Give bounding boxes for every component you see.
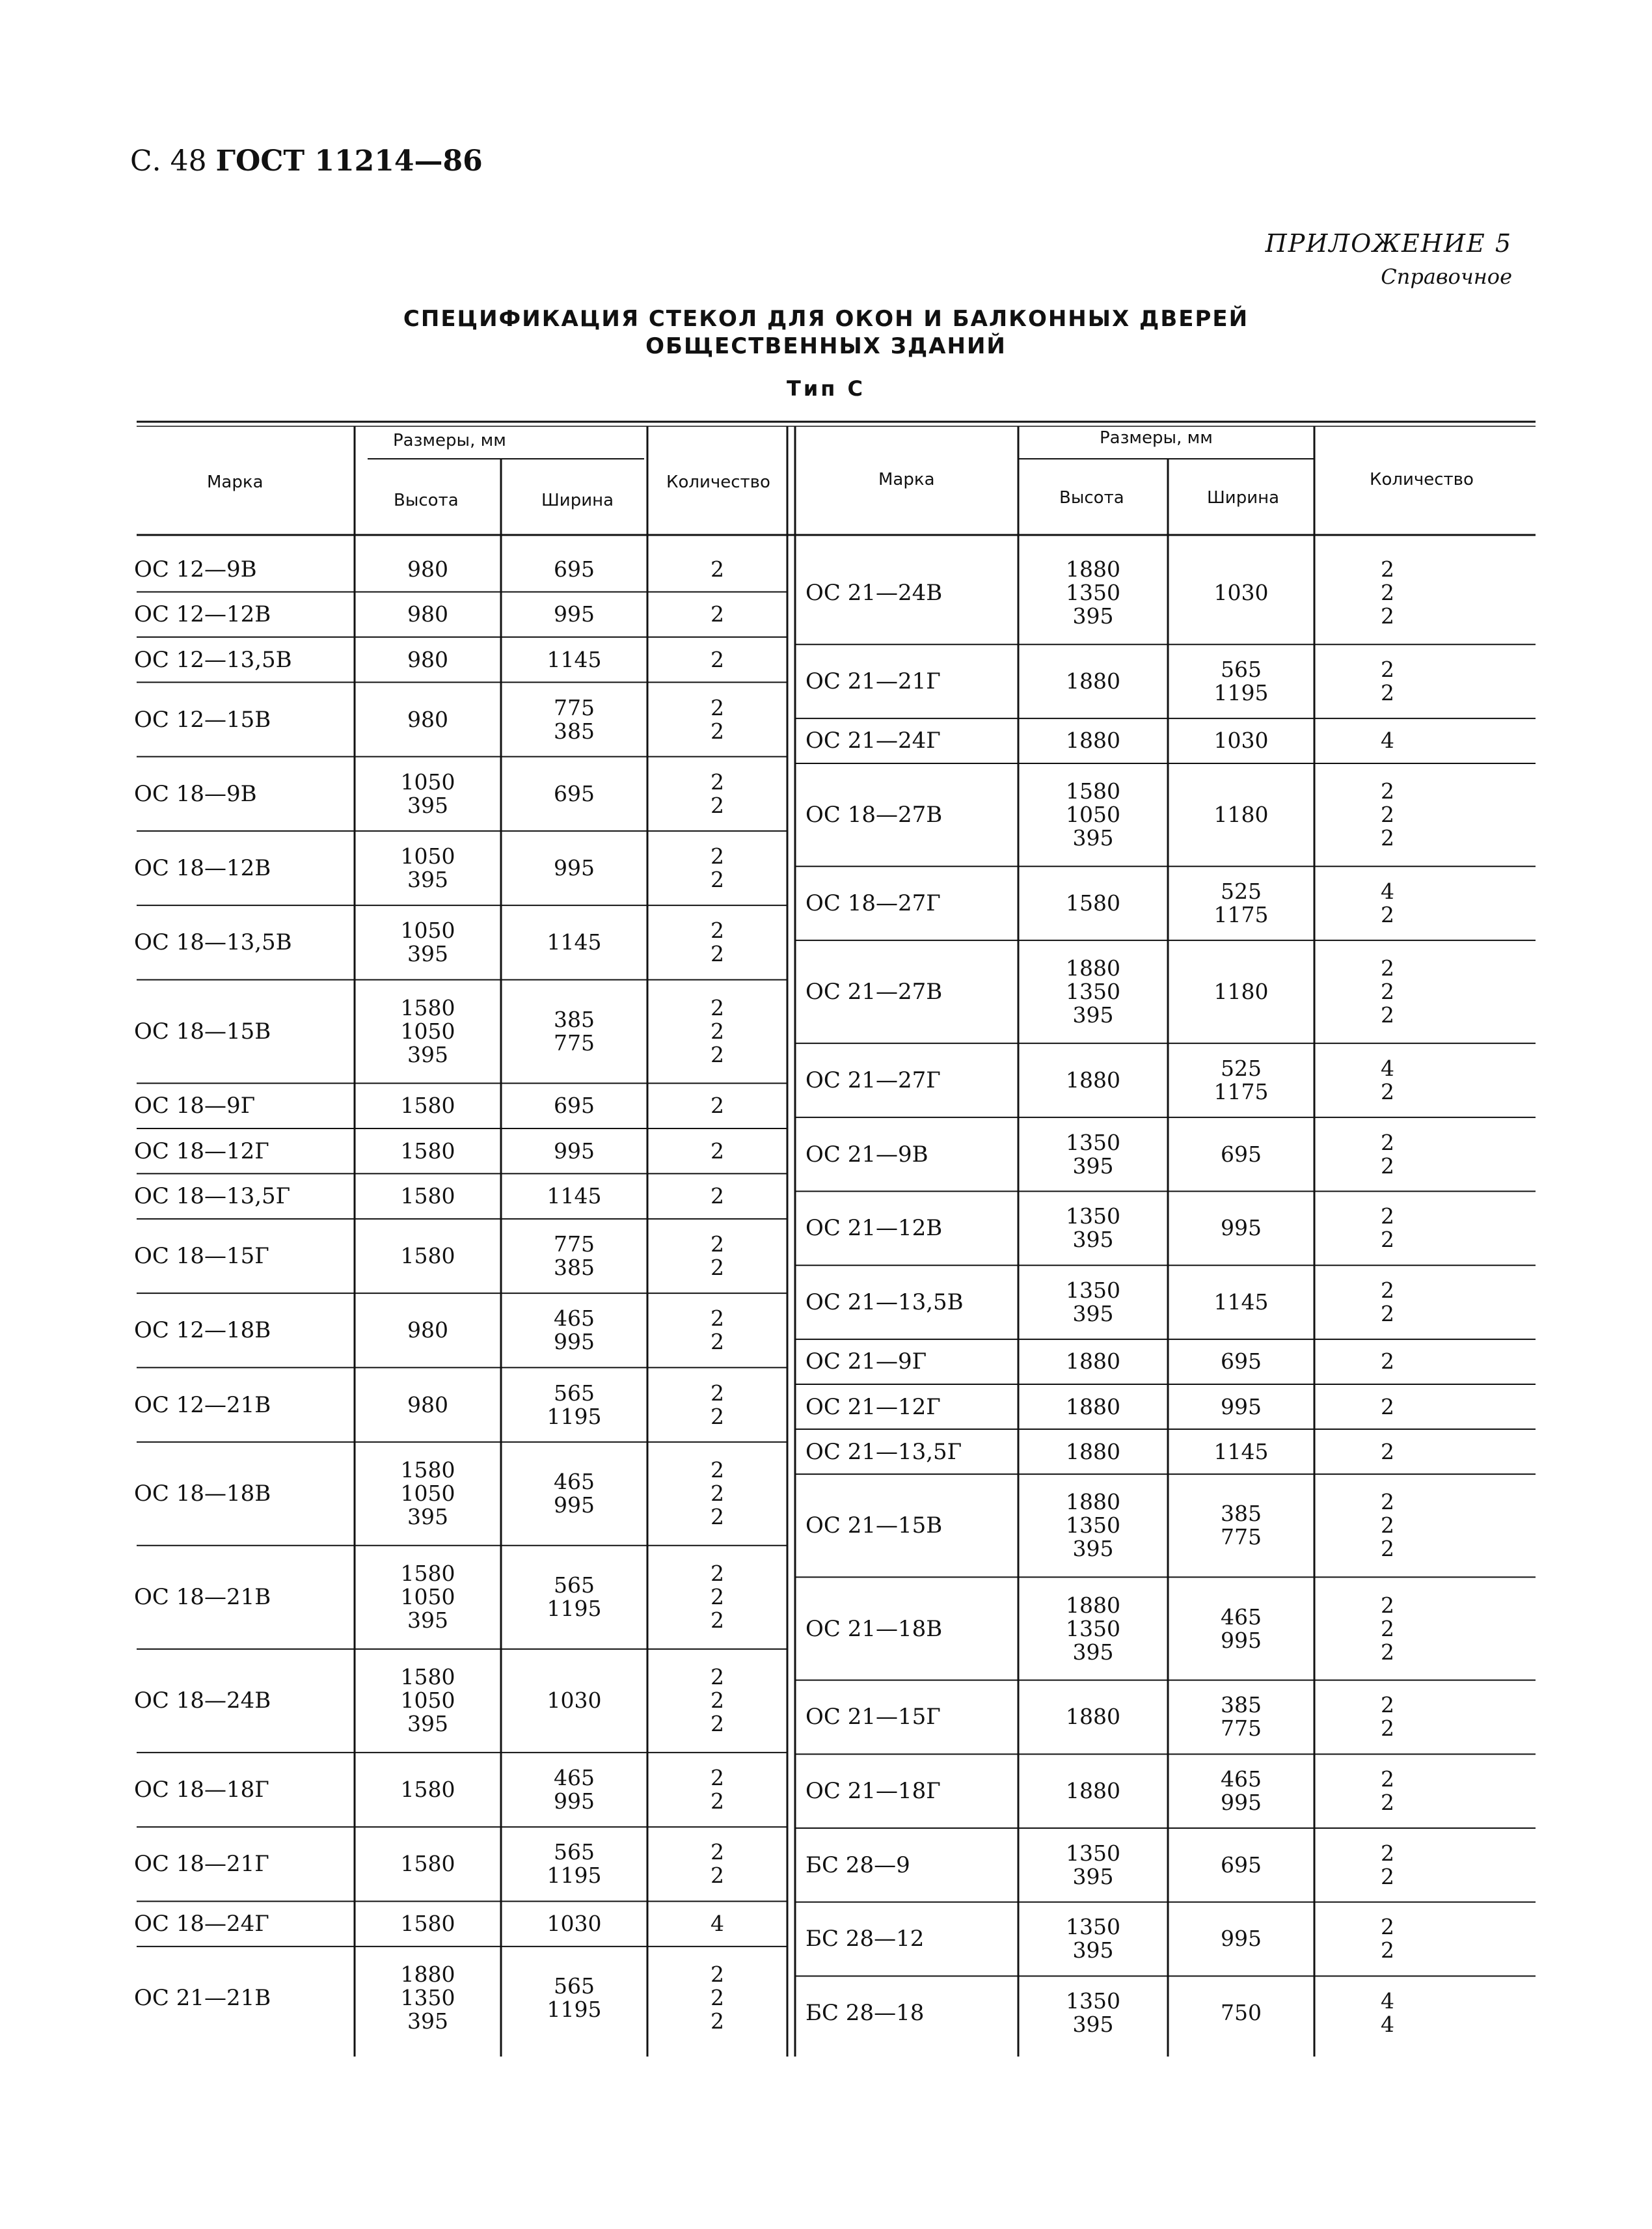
left-width-header: Ширина — [541, 491, 614, 510]
cell-width: 695 — [1221, 1852, 1262, 1878]
cell-qty: 2 2 2 — [1381, 778, 1394, 851]
cell-height: 1350 395 — [1066, 1914, 1120, 1963]
cell-width: 1145 — [1213, 1289, 1269, 1315]
cell-qty: 4 — [711, 1911, 724, 1937]
cell-width: 750 — [1221, 2000, 1262, 2026]
cell-width: 385 775 — [554, 1006, 595, 1056]
cell-mark: ОС 18—27В — [806, 802, 943, 828]
cell-qty: 2 2 2 — [711, 1962, 724, 2034]
left-qty-header: Количество — [666, 472, 770, 492]
right-dims-header: Размеры, мм — [1100, 428, 1213, 448]
cell-mark: ОС 21—15В — [806, 1512, 943, 1539]
cell-width: 465 995 — [1221, 1766, 1262, 1816]
standard-number: ГОСТ 11214—86 — [215, 144, 483, 178]
cell-width: 1180 — [1213, 802, 1269, 828]
title-line-2: ОБЩЕСТВЕННЫХ ЗДАНИЙ — [645, 333, 1007, 359]
cell-mark: ОС 18—18Г — [134, 1777, 269, 1803]
cell-width: 1145 — [547, 929, 602, 955]
cell-height: 1880 — [1066, 1393, 1120, 1419]
cell-width: 995 — [1221, 1926, 1262, 1952]
cell-width: 565 1195 — [547, 1973, 602, 2023]
cell-qty: 2 2 — [1381, 1914, 1394, 1963]
appendix-number: ПРИЛОЖЕНИЕ 5 — [1265, 229, 1512, 258]
cell-mark: ОС 18—21В — [134, 1584, 271, 1611]
cell-height: 1050 395 — [400, 918, 455, 967]
right-mark-header: Марка — [878, 470, 935, 489]
cell-height: 1880 — [1066, 728, 1120, 754]
cell-width: 1145 — [547, 646, 602, 672]
cell-height: 1880 — [1066, 1778, 1120, 1804]
cell-height: 1350 395 — [1066, 1988, 1120, 2038]
cell-height: 1050 395 — [400, 769, 455, 818]
cell-width: 1030 — [547, 1911, 602, 1937]
cell-qty: 2 2 — [1381, 1840, 1394, 1889]
cell-qty: 2 2 2 — [711, 994, 724, 1067]
cell-mark: ОС 18—13,5В — [134, 929, 292, 956]
cell-height: 1880 1350 395 — [1066, 955, 1120, 1028]
cell-mark: ОС 18—9Г — [134, 1093, 256, 1119]
cell-mark: ОС 18—24В — [134, 1688, 271, 1714]
cell-width: 465 995 — [1221, 1604, 1262, 1653]
cell-mark: ОС 21—27Г — [806, 1067, 941, 1094]
cell-width: 525 1175 — [1213, 879, 1269, 928]
cell-mark: БС 28—9 — [806, 1852, 910, 1878]
cell-qty: 2 2 2 — [1381, 1592, 1394, 1665]
cell-mark: ОС 21—13,5В — [806, 1289, 964, 1316]
cell-height: 1050 395 — [400, 843, 455, 893]
cell-mark: ОС 21—13,5Г — [806, 1438, 962, 1465]
cell-width: 465 995 — [554, 1765, 595, 1814]
cell-qty: 2 2 — [1381, 1203, 1394, 1253]
cell-width: 1030 — [1213, 728, 1269, 754]
cell-qty: 4 2 — [1381, 879, 1394, 928]
cell-width: 465 995 — [554, 1306, 595, 1355]
cell-width: 695 — [554, 780, 595, 806]
cell-height: 1880 — [1066, 1438, 1120, 1464]
cell-height: 1880 — [1066, 1348, 1120, 1374]
cell-height: 1880 — [1066, 1704, 1120, 1730]
cell-mark: ОС 21—9В — [806, 1141, 928, 1168]
cell-width: 695 — [1221, 1348, 1262, 1374]
cell-mark: ОС 18—18В — [134, 1481, 271, 1507]
cell-height: 1580 1050 395 — [400, 1561, 455, 1634]
cell-height: 980 — [407, 1391, 448, 1417]
cell-mark: ОС 21—21В — [134, 1985, 271, 2012]
cell-qty: 2 2 2 — [1381, 1489, 1394, 1562]
cell-mark: ОС 12—15В — [134, 706, 271, 733]
cell-width: 695 — [554, 1093, 595, 1119]
cell-qty: 2 — [711, 601, 724, 627]
cell-width: 775 385 — [554, 1231, 595, 1281]
cell-width: 995 — [554, 1138, 595, 1164]
cell-height: 1580 — [400, 1243, 455, 1269]
cell-width: 695 — [554, 556, 595, 582]
table-type: Тип С — [787, 376, 865, 401]
left-dims-header: Размеры, мм — [393, 431, 506, 450]
cell-qty: 2 2 — [711, 769, 724, 818]
cell-width: 695 — [1221, 1141, 1262, 1167]
cell-width: 995 — [554, 601, 595, 627]
cell-mark: БС 28—12 — [806, 1926, 925, 1952]
cell-qty: 2 2 — [711, 1765, 724, 1814]
cell-qty: 2 2 — [1381, 1129, 1394, 1179]
cell-qty: 4 4 — [1381, 1988, 1394, 2038]
cell-mark: ОС 21—24Г — [806, 728, 941, 754]
cell-qty: 2 — [1381, 1393, 1394, 1419]
cell-mark: ОС 21—9Г — [806, 1348, 927, 1375]
cell-height: 1350 395 — [1066, 1840, 1120, 1889]
cell-qty: 2 — [1381, 1348, 1394, 1374]
cell-width: 995 — [1221, 1215, 1262, 1241]
cell-height: 1880 — [1066, 668, 1120, 694]
cell-height: 1880 1350 395 — [1066, 1592, 1120, 1665]
cell-height: 1580 — [400, 1138, 455, 1164]
cell-width: 465 995 — [554, 1469, 595, 1518]
cell-height: 980 — [407, 706, 448, 732]
cell-width: 565 1195 — [547, 1380, 602, 1429]
cell-qty: 2 2 — [711, 1231, 724, 1281]
cell-height: 1580 1050 395 — [400, 1664, 455, 1737]
cell-height: 1880 — [1066, 1067, 1120, 1093]
right-height-header: Высота — [1059, 488, 1124, 508]
cell-mark: ОС 12—13,5В — [134, 646, 292, 673]
cell-width: 995 — [1221, 1393, 1262, 1419]
cell-width: 995 — [554, 855, 595, 881]
cell-width: 1180 — [1213, 979, 1269, 1005]
cell-qty: 2 — [711, 646, 724, 672]
cell-width: 565 1195 — [1213, 657, 1269, 706]
cell-height: 1350 395 — [1066, 1203, 1120, 1253]
cell-qty: 2 2 — [711, 918, 724, 967]
cell-qty: 2 2 — [1381, 1766, 1394, 1816]
cell-height: 980 — [407, 556, 448, 582]
right-qty-header: Количество — [1370, 470, 1474, 489]
cell-height: 1580 1050 395 — [400, 1457, 455, 1530]
cell-width: 1030 — [1213, 580, 1269, 606]
cell-mark: ОС 18—15Г — [134, 1243, 269, 1270]
cell-mark: ОС 18—21Г — [134, 1851, 269, 1878]
cell-height: 1580 — [400, 1183, 455, 1209]
right-width-header: Ширина — [1207, 488, 1280, 508]
cell-mark: ОС 21—27В — [806, 979, 943, 1005]
cell-width: 565 1195 — [547, 1572, 602, 1622]
cell-qty: 2 2 — [711, 1839, 724, 1889]
left-mark-header: Марка — [207, 472, 264, 492]
cell-height: 1880 1350 395 — [1066, 1489, 1120, 1562]
cell-width: 775 385 — [554, 694, 595, 744]
cell-qty: 2 2 — [711, 1306, 724, 1355]
cell-mark: ОС 12—9В — [134, 556, 257, 582]
cell-width: 385 775 — [1221, 1692, 1262, 1742]
cell-mark: ОС 21—18Г — [806, 1778, 941, 1805]
cell-qty: 2 2 — [711, 843, 724, 893]
cell-height: 1880 1350 395 — [400, 1962, 455, 2034]
cell-qty: 4 — [1381, 728, 1394, 754]
cell-qty: 2 2 — [1381, 657, 1394, 706]
cell-height: 980 — [407, 601, 448, 627]
cell-qty: 2 — [1381, 1438, 1394, 1464]
cell-mark: ОС 12—21В — [134, 1391, 271, 1418]
cell-height: 1350 395 — [1066, 1129, 1120, 1179]
cell-mark: ОС 21—15Г — [806, 1704, 941, 1730]
cell-mark: БС 28—18 — [806, 2000, 925, 2027]
cell-height: 1580 — [400, 1851, 455, 1877]
cell-qty: 2 — [711, 1093, 724, 1119]
title-line-1: СПЕЦИФИКАЦИЯ СТЕКОЛ ДЛЯ ОКОН И БАЛКОННЫХ ДВЕРЕЙ — [403, 306, 1249, 332]
cell-width: 525 1175 — [1213, 1056, 1269, 1105]
cell-mark: ОС 18—15В — [134, 1018, 271, 1045]
appendix-note: Справочное — [1381, 264, 1512, 289]
cell-qty: 2 2 2 — [711, 1561, 724, 1634]
cell-height: 1580 — [400, 1777, 455, 1803]
cell-qty: 4 2 — [1381, 1056, 1394, 1105]
cell-width: 1145 — [1213, 1438, 1269, 1464]
cell-height: 1580 — [400, 1093, 455, 1119]
cell-qty: 2 2 2 — [711, 1664, 724, 1737]
cell-height: 980 — [407, 646, 448, 672]
cell-mark: ОС 18—12Г — [134, 1138, 269, 1164]
cell-height: 980 — [407, 1317, 448, 1343]
cell-qty: 2 2 — [711, 1380, 724, 1429]
cell-qty: 2 2 2 — [711, 1457, 724, 1530]
page-number: С. 48 — [130, 144, 207, 178]
cell-mark: ОС 12—12В — [134, 601, 271, 628]
cell-qty: 2 — [711, 1138, 724, 1164]
cell-height: 1350 395 — [1066, 1278, 1120, 1327]
cell-height: 1580 — [400, 1911, 455, 1937]
cell-width: 565 1195 — [547, 1839, 602, 1889]
cell-qty: 2 2 2 — [1381, 955, 1394, 1028]
cell-width: 1030 — [547, 1688, 602, 1714]
cell-qty: 2 2 2 — [1381, 556, 1394, 629]
cell-mark: ОС 21—24В — [806, 580, 943, 607]
cell-mark: ОС 18—13,5Г — [134, 1183, 291, 1210]
cell-mark: ОС 18—12В — [134, 855, 271, 882]
cell-mark: ОС 18—27Г — [806, 890, 941, 917]
cell-height: 1580 — [1066, 890, 1120, 916]
cell-mark: ОС 21—18В — [806, 1615, 943, 1642]
left-height-header: Высота — [394, 491, 459, 510]
cell-qty: 2 2 — [1381, 1278, 1394, 1327]
cell-mark: ОС 21—21Г — [806, 668, 941, 695]
cell-mark: ОС 18—24Г — [134, 1911, 269, 1937]
cell-mark: ОС 21—12В — [806, 1215, 943, 1242]
cell-qty: 2 2 — [711, 694, 724, 744]
cell-width: 385 775 — [1221, 1501, 1262, 1550]
cell-mark: ОС 18—9В — [134, 780, 257, 807]
cell-height: 1580 1050 395 — [1066, 778, 1120, 851]
cell-qty: 2 2 — [1381, 1692, 1394, 1742]
cell-height: 1580 1050 395 — [400, 994, 455, 1067]
cell-mark: ОС 21—12Г — [806, 1393, 941, 1420]
cell-qty: 2 — [711, 556, 724, 582]
cell-width: 1145 — [547, 1183, 602, 1209]
cell-qty: 2 — [711, 1183, 724, 1209]
cell-height: 1880 1350 395 — [1066, 556, 1120, 629]
cell-mark: ОС 12—18В — [134, 1317, 271, 1344]
